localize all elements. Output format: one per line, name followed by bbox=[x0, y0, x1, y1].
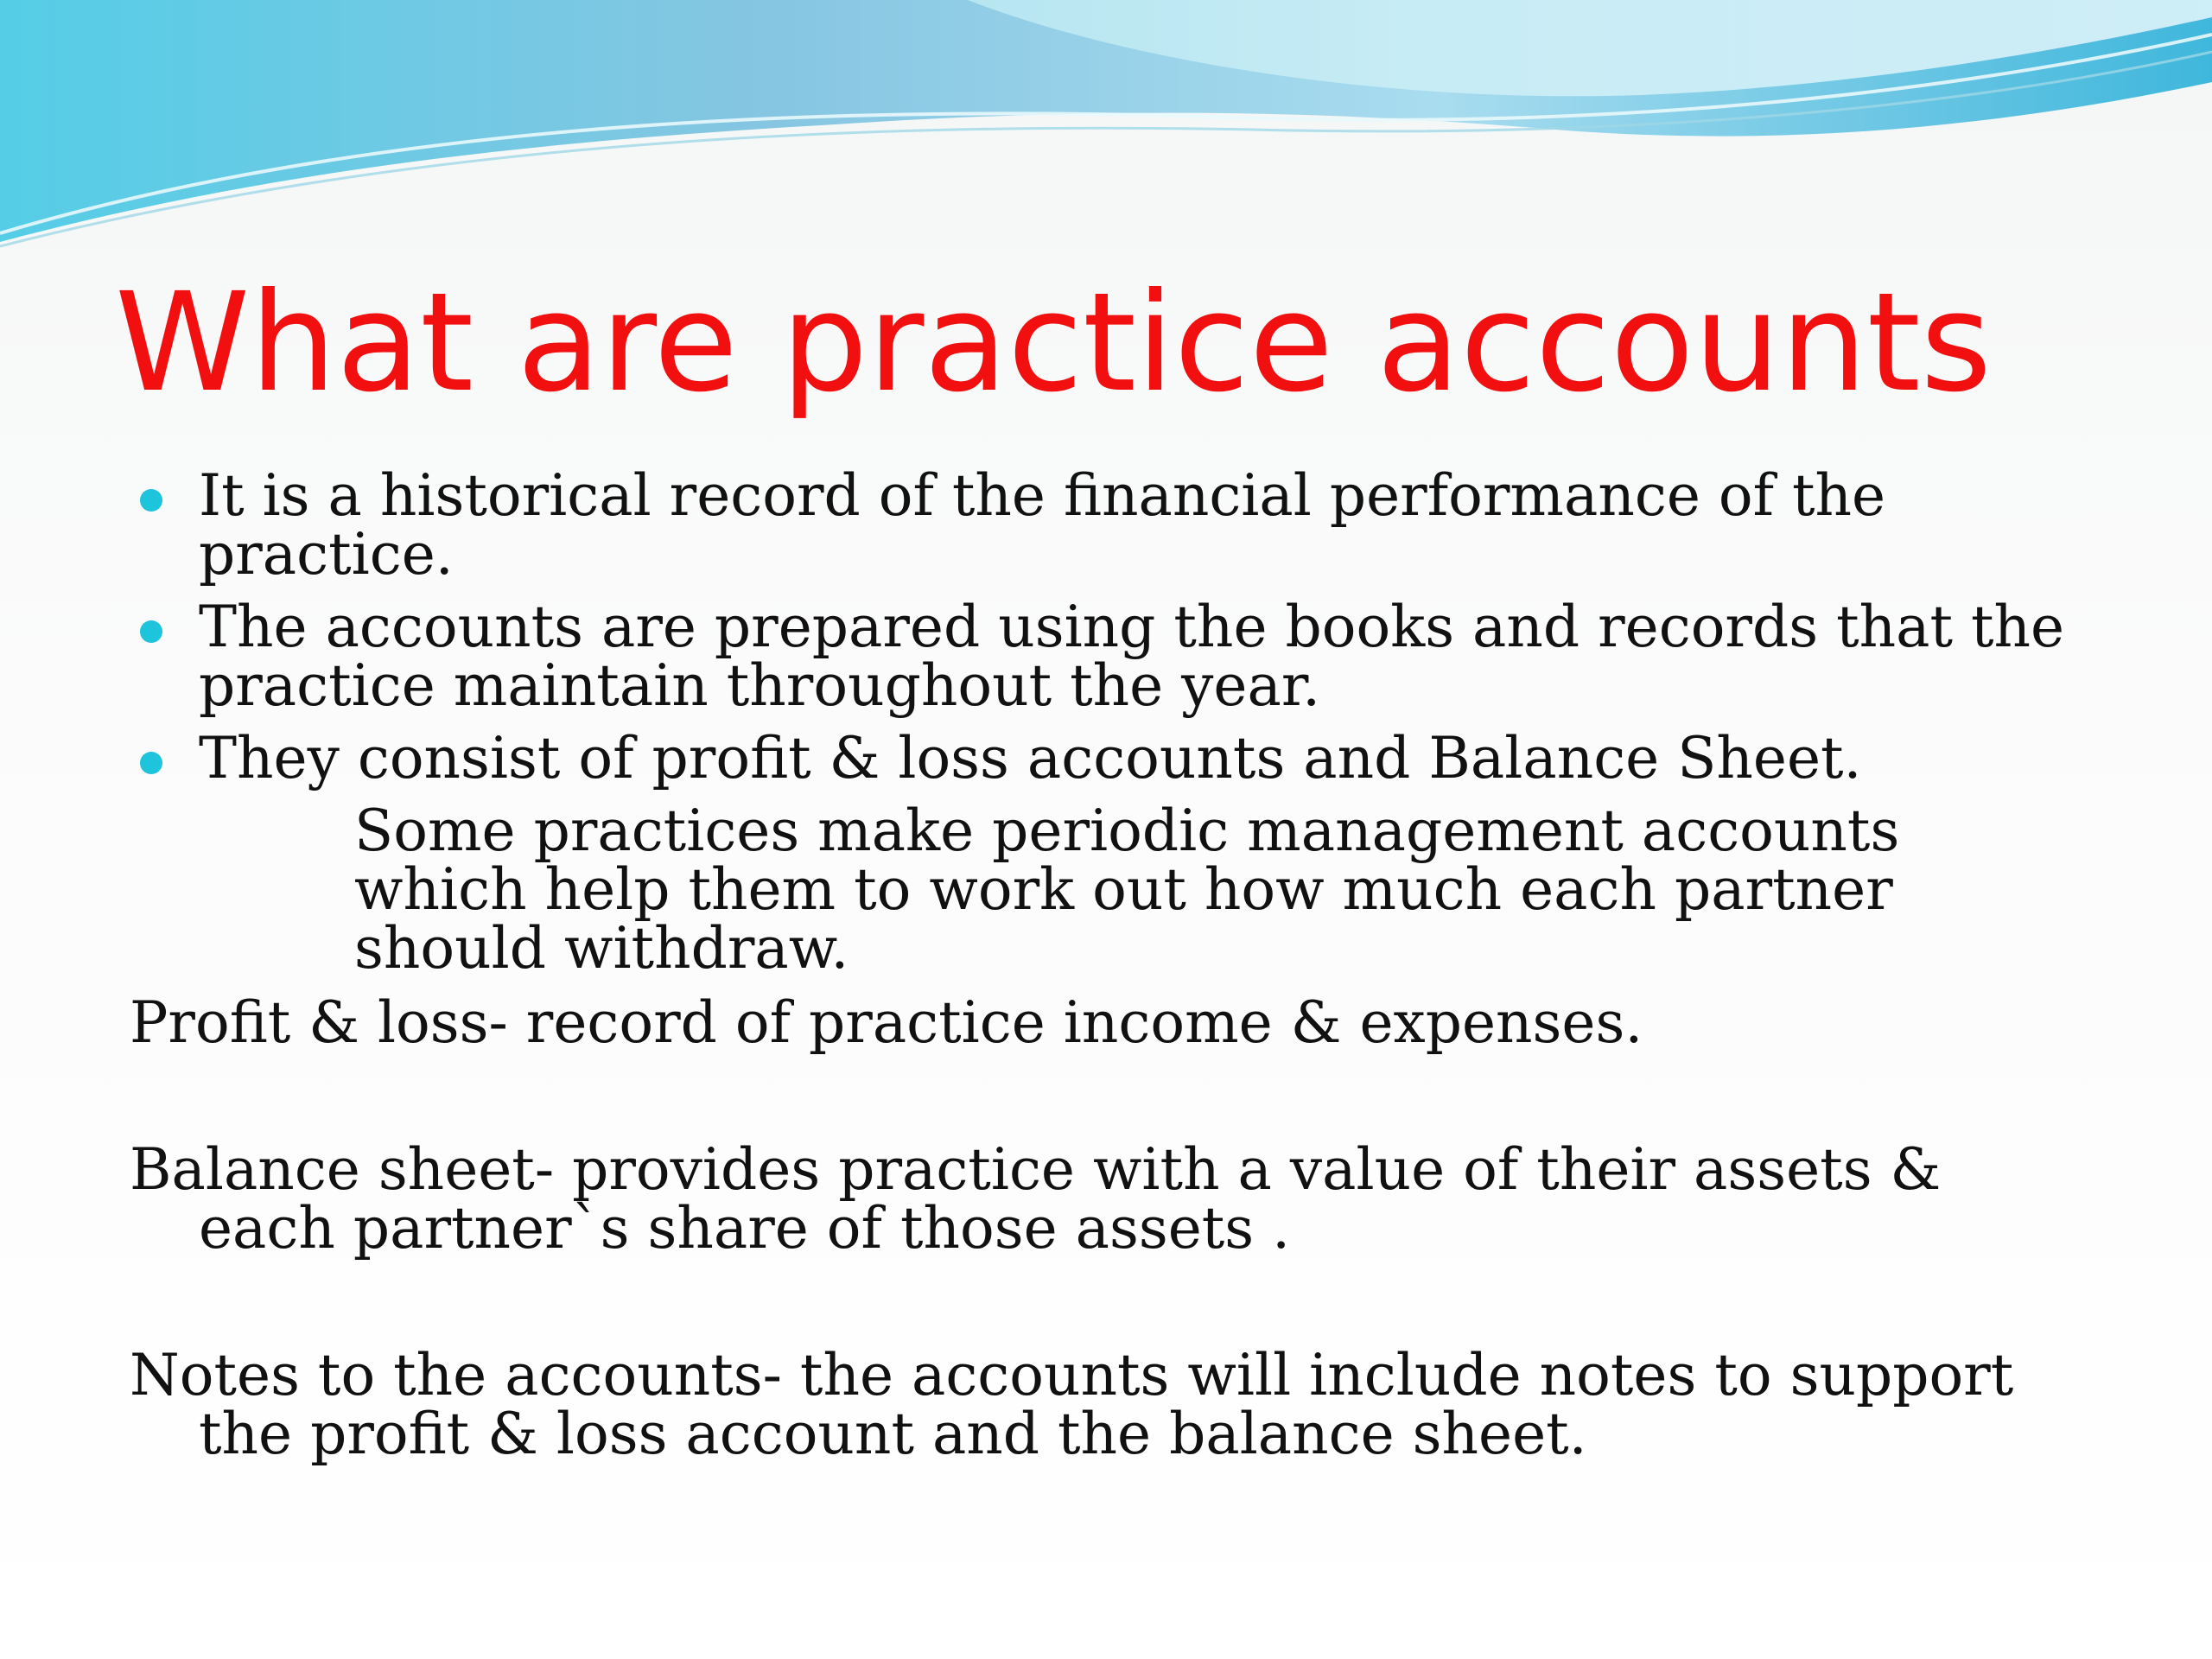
bullet-dot-icon bbox=[140, 489, 162, 512]
header-wave-decoration bbox=[0, 0, 2212, 259]
bullet-dot-icon bbox=[140, 620, 162, 643]
slide-title: What are practice accounts bbox=[115, 264, 1992, 423]
bullet-text: It is a historical record of the financial performance of the practice. bbox=[199, 462, 1886, 588]
bullet-text: They consist of profit & loss accounts and Balance Sheet. bbox=[199, 725, 1862, 791]
bullet-dot-icon bbox=[140, 752, 162, 774]
slide-body bbox=[130, 462, 2074, 1467]
paragraph-notes: Notes to the accounts- the accounts will include notes to support the profit & loss account and the balance sheet. bbox=[130, 1342, 2014, 1467]
bullet-item bbox=[130, 462, 2074, 588]
bullet-item bbox=[130, 725, 2074, 791]
indented-note: Some practices make periodic management accounts which help them to work out how much each partner should withdraw. bbox=[354, 798, 1900, 982]
paragraph-balance-sheet: Balance sheet- provides practice with a value of their assets & each partner`s share of those assets . bbox=[130, 1136, 1942, 1262]
bullet-text: The accounts are prepared using the books and records that the practice maintain throughout the year. bbox=[199, 594, 2065, 719]
paragraph-profit-loss: Profit & loss- record of practice income & expenses. bbox=[130, 989, 1643, 1056]
bullet-item bbox=[130, 594, 2074, 719]
